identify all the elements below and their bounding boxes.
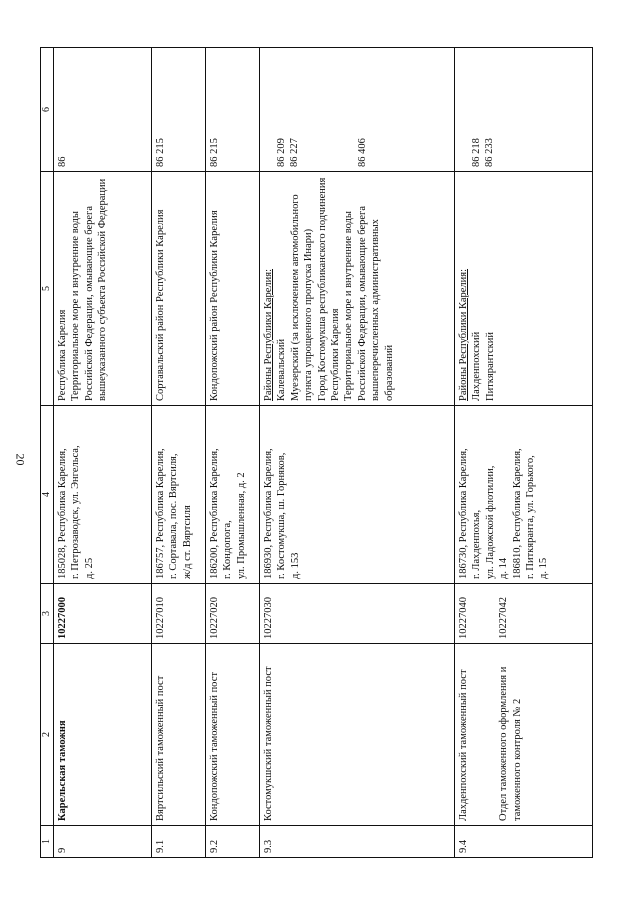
header-col-2: 2 — [41, 644, 54, 826]
office-region: Кондопожский район Республики Карелия — [206, 172, 260, 406]
row-number: 9 — [54, 826, 152, 858]
office-region — [455, 172, 593, 406]
header-col-4: 4 — [41, 406, 54, 584]
table-row-9 — [54, 48, 152, 858]
region-heading: Районы Республики Карелия: — [263, 268, 274, 401]
customs-offices-table — [40, 47, 593, 858]
office-name: Кондопожский таможенный пост — [206, 644, 260, 826]
okato-code — [455, 48, 593, 172]
region-line: Город Костомукша республиканского подчинения Республики Карелия — [316, 177, 342, 401]
address-line: г. Петрозаводск, ул. Энгельса, — [70, 445, 82, 579]
region-line: Лахденпохский — [471, 331, 483, 401]
customs-table-rotated — [40, 48, 600, 858]
office-name-sub: Отдел таможенного оформления и таможенного контроля № 2 — [498, 666, 523, 821]
region-line: Территориальное море и внутренние воды Российской Федерации, омывающие берега вышеуказанного субъекта Российской Федерации — [70, 178, 109, 401]
office-code-sub: 10227042 — [498, 597, 510, 639]
region-line: Питкярантский — [484, 332, 496, 401]
okato-line: 86 233 — [484, 138, 496, 167]
address-line: 186200, Республика Карелия, — [209, 448, 220, 579]
office-region — [260, 172, 455, 406]
office-region — [54, 172, 152, 406]
region-line: Калевальский — [276, 338, 288, 401]
address-line: г. Лахденпохья, — [471, 509, 483, 579]
header-row — [41, 48, 54, 858]
address-line: 186810, Республика Карелия, — [511, 448, 523, 579]
office-address — [455, 406, 593, 584]
row-number: 9.4 — [455, 826, 593, 858]
okato-line: 86 218 — [471, 138, 482, 167]
okato-code: 86 — [54, 48, 152, 172]
office-code: 10227010 — [152, 584, 206, 644]
table-row-9-3 — [260, 48, 455, 858]
office-code — [455, 584, 593, 644]
region-line: Муезерский (за исключением автомобильного пункта упрощенного пропуска Инари) — [289, 194, 315, 401]
header-col-5: 5 — [41, 172, 54, 406]
office-name: Вяртсильский таможенный пост — [152, 644, 206, 826]
header-col-6: 6 — [41, 48, 54, 172]
office-code: 10227030 — [260, 584, 455, 644]
region-line: Республика Карелия — [57, 309, 68, 401]
row-number: 9.2 — [206, 826, 260, 858]
table-row-9-1 — [152, 48, 206, 858]
office-code-main: 10227040 — [458, 597, 469, 639]
address-line: 186930, Республика Карелия, — [263, 448, 274, 579]
region-line: Территориальное море и внутренние воды Российской Федерации, омывающие берега вышеперечисленных административных образований — [343, 205, 395, 401]
address-line: ул. Ладожской флотилии, — [484, 465, 496, 579]
table-row-9-2 — [206, 48, 260, 858]
address-line: г. Питкяранта, ул. Горького, — [525, 455, 537, 579]
okato-code: 86 215 — [152, 48, 206, 172]
address-line: д. 153 — [289, 552, 301, 579]
okato-line: 86 406 — [356, 138, 368, 167]
table-row-9-4 — [455, 48, 593, 858]
address-line: ул. Промышленная, д. 2 — [235, 472, 247, 579]
region-heading: Районы Республики Карелия: — [458, 268, 469, 401]
office-address — [206, 406, 260, 584]
office-address — [54, 406, 152, 584]
address-line: 186757, Республика Карелия, — [155, 448, 166, 579]
okato-line: 86 227 — [289, 138, 301, 167]
header-col-1: 1 — [41, 826, 54, 858]
header-col-3: 3 — [41, 584, 54, 644]
okato-code: 86 215 — [206, 48, 260, 172]
office-address — [260, 406, 455, 584]
address-line: г. Кондопога, — [222, 520, 234, 579]
address-line: 185028, Республика Карелия, — [57, 448, 68, 579]
okato-code — [260, 48, 455, 172]
address-line: ж/д ст. Вяртсиля — [181, 505, 193, 579]
address-line: д. 15 — [538, 557, 550, 579]
office-address — [152, 406, 206, 584]
office-name: Костомукшский таможенный пост — [260, 644, 455, 826]
address-line: д. 25 — [83, 557, 95, 579]
address-line: г. Костомукша, ш. Горняков, — [276, 452, 288, 579]
office-code: 10227000 — [54, 584, 152, 644]
address-line: д. 14 — [498, 557, 510, 579]
office-name — [455, 644, 593, 826]
row-number: 9.3 — [260, 826, 455, 858]
page-number: 20 — [13, 453, 28, 466]
okato-line: 86 209 — [276, 138, 287, 167]
office-region: Сортавальский район Республики Карелия — [152, 172, 206, 406]
office-name-main: Лахденпохский таможенный пост — [458, 669, 469, 821]
address-line: г. Сортавала, пос. Вяртсиля, — [168, 453, 180, 579]
row-number: 9.1 — [152, 826, 206, 858]
address-line: 186730, Республика Карелия, — [458, 448, 469, 579]
office-name: Карельская таможня — [54, 644, 152, 826]
office-code: 10227020 — [206, 584, 260, 644]
